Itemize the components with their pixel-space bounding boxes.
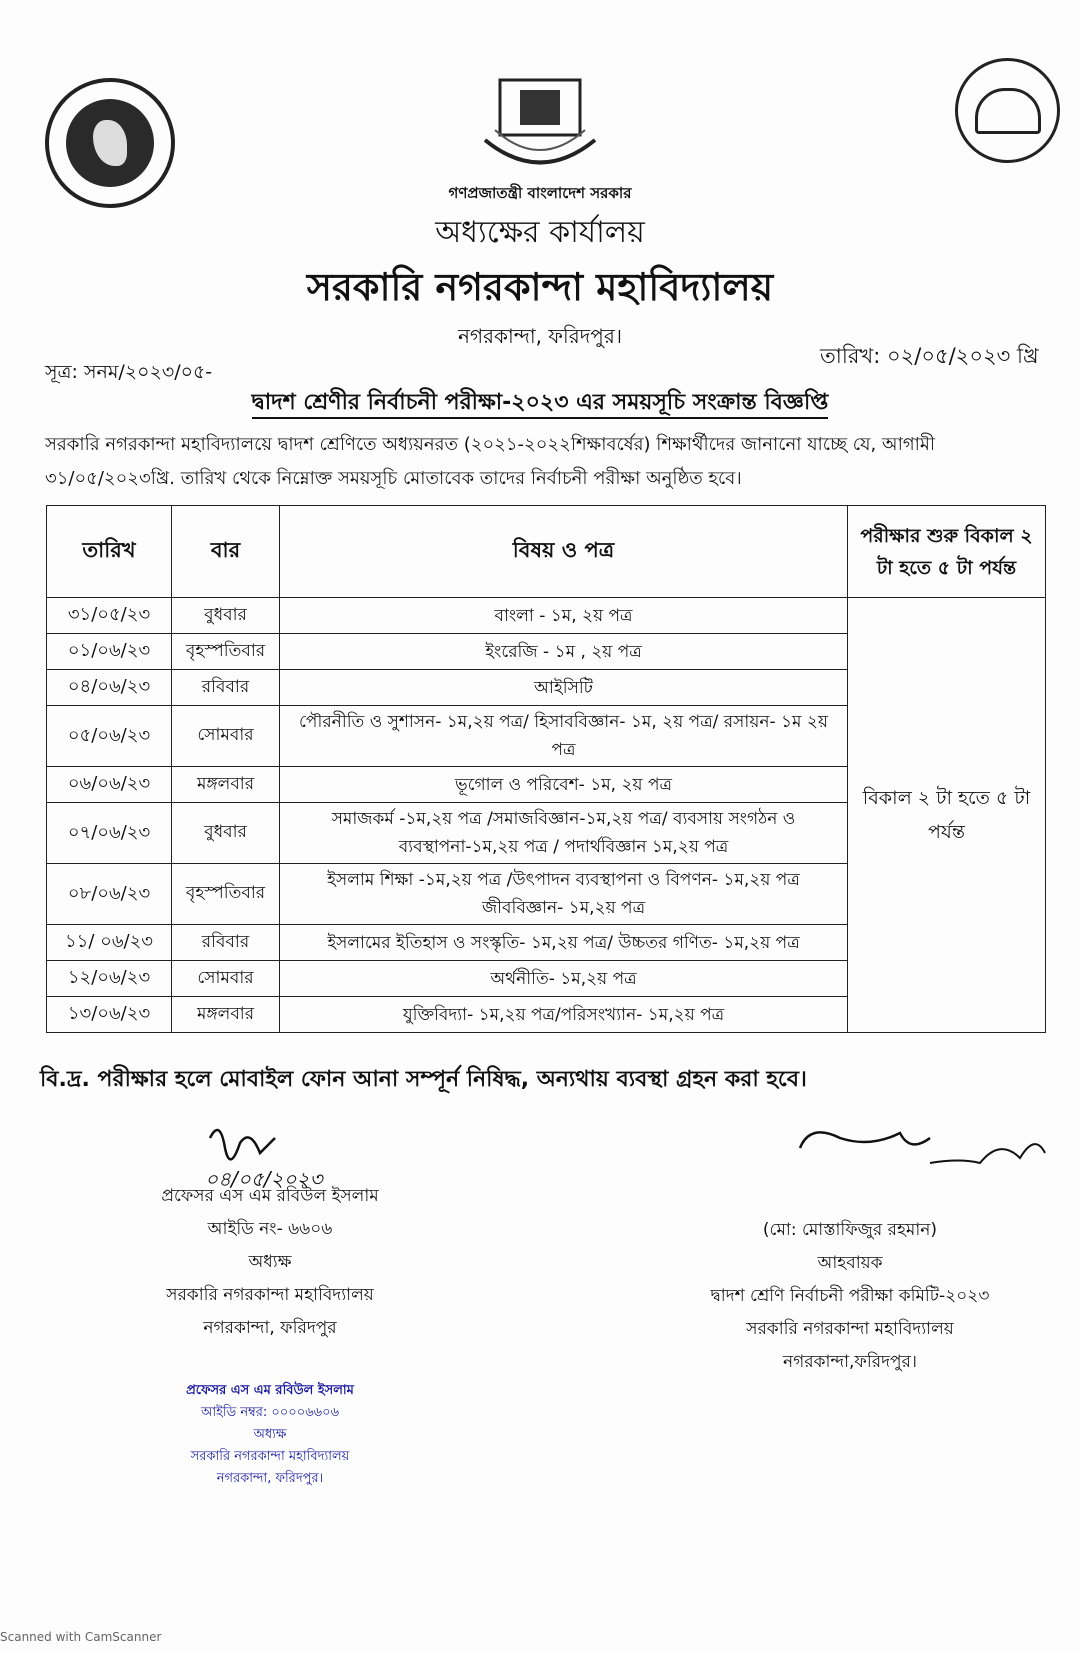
row-subject: আইসিটি	[280, 670, 848, 706]
office-name: অধ্যক্ষের কার্যালয়	[435, 215, 645, 250]
subject-text: দ্বাদশ শ্রেণীর নির্বাচনী পরীক্ষা-২০২৩ এর সময়সূচি সংক্রান্ত বিজ্ঞপ্তি	[252, 390, 829, 419]
college-logo-icon	[955, 58, 1060, 163]
row-date: ০১/০৬/২৩	[47, 634, 172, 670]
row-day: সোমবার	[172, 706, 280, 767]
notice-subject	[0, 385, 1080, 422]
principal-address: নগরকান্দা, ফরিদপুর	[203, 1318, 337, 1338]
convener-college: সরকারি নগরকান্দা মহাবিদ্যালয়	[746, 1319, 954, 1339]
exam-schedule-table	[46, 505, 1046, 1033]
college-name: সরকারি নগরকান্দা মহাবিদ্যালয়	[306, 265, 774, 309]
principal-id: আইডি নং- ৬৬০৬	[207, 1219, 333, 1239]
row-day: বৃহস্পতিবার	[172, 634, 280, 670]
header-time: পরীক্ষার শুরু বিকাল ২ টা হতে ৫ টা পর্যন্ত	[848, 506, 1046, 598]
notice-body: সরকারি নগরকান্দা মহাবিদ্যালয়ে দ্বাদশ শ্রেণিতে অধ্যয়নরত (২০২১-২০২২শিক্ষাবর্ষের) শিক্ষার্থীদের জানানো যাচ্ছে যে, আগামী ৩১/০৫/২০২৩খ্রি. তারিখ থেকে নিম্নোক্ত সময়সূচি মোতাবেক তাদের নির্বাচনী পরীক্ষা অনুষ্ঠিত হবে।	[45, 434, 936, 489]
notice-note: বি.দ্র. পরীক্ষার হলে মোবাইল ফোন আনা সম্পূর্ন নিষিদ্ধ, অন্যথায় ব্যবস্থা গ্রহন করা হবে।	[40, 1067, 807, 1092]
principal-college: সরকারি নগরকান্দা মহাবিদ্যালয়	[166, 1285, 374, 1305]
stamp-name: প্রফেসর এস এম রবিউল ইসলাম	[186, 1383, 354, 1398]
header-day: বার	[172, 506, 280, 598]
row-subject: ভূগোল ও পরিবেশ- ১ম, ২য় পত্র	[280, 767, 848, 803]
convener-signature-block	[680, 1214, 1020, 1379]
row-day: রবিবার	[172, 925, 280, 961]
row-subject: পৌরনীতি ও সুশাসন- ১ম,২য় পত্র/ হিসাববিজ্ঞান- ১ম, ২য় পত্র/ রসায়ন- ১ম ২য় পত্র	[280, 706, 848, 767]
row-subject: বাংলা - ১ম, ২য় পত্র	[280, 598, 848, 634]
row-subject: ইংরেজি - ১ম , ২য় পত্র	[280, 634, 848, 670]
stamp-college: সরকারি নগরকান্দা মহাবিদ্যালয়	[190, 1449, 350, 1464]
stamp-address: নগরকান্দা, ফরিদপুর।	[216, 1471, 324, 1486]
stamp-id: আইডি নম্বর: ০০০০৬৬০৬	[200, 1405, 340, 1420]
memo-number: সূত্র: সনম/২০২৩/০৫-	[45, 361, 213, 383]
row-day: বুধবার	[172, 598, 280, 634]
header-date: তারিখ	[47, 506, 172, 598]
header-subject: বিষয় ও পত্র	[280, 506, 848, 598]
row-date: ১১/ ০৬/২৩	[47, 925, 172, 961]
row-date: ০৬/০৬/২৩	[47, 767, 172, 803]
college-emblem-icon	[465, 70, 615, 180]
principal-name: প্রফেসর এস এম রবিউল ইসলাম	[161, 1186, 379, 1206]
convener-address: নগরকান্দা,ফরিদপুর।	[783, 1352, 917, 1372]
row-date: ১৩/০৬/২৩	[47, 997, 172, 1033]
row-day: সোমবার	[172, 961, 280, 997]
row-day: বুধবার	[172, 803, 280, 864]
row-day: রবিবার	[172, 670, 280, 706]
notice-date: তারিখ: ০২/০৫/২০২৩ খ্রি	[820, 344, 1039, 368]
row-date: ০৭/০৬/২৩	[47, 803, 172, 864]
exam-time: বিকাল ২ টা হতে ৫ টা পর্যন্ত	[848, 598, 1046, 1033]
table-header-row	[47, 506, 1046, 598]
principal-signature-block	[120, 1180, 420, 1345]
convener-title: আহবায়ক	[817, 1253, 883, 1273]
stamp-title: অধ্যক্ষ	[253, 1427, 287, 1442]
row-subject: সমাজকর্ম -১ম,২য় পত্র /সমাজবিজ্ঞান-১ম,২য় পত্র/ ব্যবসায় সংগঠন ও ব্যবস্থাপনা-১ম,২য় পত্র / পদার্থবিজ্ঞান ১ম,২য় পত্র	[280, 803, 848, 864]
principal-title: অধ্যক্ষ	[248, 1252, 292, 1272]
convener-name: (মো: মোস্তাফিজুর রহমান)	[762, 1220, 938, 1240]
row-day: মঙ্গলবার	[172, 767, 280, 803]
row-subject: অর্থনীতি- ১ম,২য় পত্র	[280, 961, 848, 997]
row-date: ০৪/০৬/২৩	[47, 670, 172, 706]
principal-signature-date: ০৪/০৫/২০২৩	[205, 1167, 323, 1191]
row-subject: ইসলামের ইতিহাস ও সংস্কৃতি- ১ম,২য় পত্র/ উচ্চতর গণিত- ১ম,২য় পত্র	[280, 925, 848, 961]
principal-stamp	[150, 1380, 390, 1490]
college-address: নগরকান্দা, ফরিদপুর।	[458, 324, 622, 348]
table-row	[47, 598, 1046, 634]
convener-committee: দ্বাদশ শ্রেণি নির্বাচনী পরীক্ষা কমিটি-২০২৩	[710, 1286, 990, 1306]
row-date: ০৫/০৬/২৩	[47, 706, 172, 767]
row-date: ০৮/০৬/২৩	[47, 864, 172, 925]
row-date: ১২/০৬/২৩	[47, 961, 172, 997]
row-subject: ইসলাম শিক্ষা -১ম,২য় পত্র /উৎপাদন ব্যবস্থাপনা ও বিপণন- ১ম,২য় পত্র জীববিজ্ঞান- ১ম,২য় পত্র	[280, 864, 848, 925]
convener-signature-icon	[790, 1118, 1050, 1188]
scanner-footer: Scanned with CamScanner	[0, 1630, 162, 1644]
row-subject: যুক্তিবিদ্যা- ১ম,২য় পত্র/পরিসংখ্যান- ১ম,২য় পত্র	[280, 997, 848, 1033]
government-name: গণপ্রজাতন্ত্রী বাংলাদেশ সরকার	[448, 184, 632, 202]
row-date: ৩১/০৫/২৩	[47, 598, 172, 634]
row-day: বৃহস্পতিবার	[172, 864, 280, 925]
row-day: মঙ্গলবার	[172, 997, 280, 1033]
